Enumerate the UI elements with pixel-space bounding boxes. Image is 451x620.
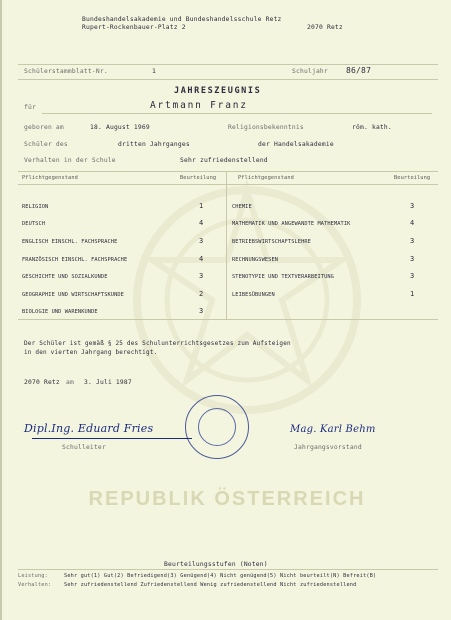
remark-line-1: Der Schüler ist gemäß § 25 des Schulunterrichtsgesetzes zum Aufsteigen — [24, 340, 291, 347]
grade-chemie: 3 — [410, 202, 415, 210]
grade-religion: 1 — [199, 202, 204, 210]
religion-value: röm. kath. — [352, 124, 392, 131]
verhalten-scale-values: Sehr zufriedenstellend Zufriedenstellend Wenig zufriedenstellend Nicht zufriedenstellend — [64, 582, 357, 588]
grade-deutsch: 4 — [199, 219, 204, 227]
school-name: Bundeshandelsakademie und Bundeshandelsschule Retz — [82, 16, 282, 23]
document-title: JAHRESZEUGNIS — [174, 86, 262, 96]
am-label: am — [66, 379, 74, 386]
remark-line-2: in den vierten Jahrgang berechtigt. — [24, 349, 158, 356]
stammblatt-label: Schülerstammblatt-Nr. — [24, 68, 108, 75]
place: 2070 Retz — [24, 379, 60, 386]
subject-bwl: BETRIEBSWIRTSCHAFTSLEHRE — [232, 239, 311, 245]
subject-englisch: ENGLISCH EINSCHL. FACHSPRACHE — [22, 239, 118, 245]
principal-signature-line — [32, 438, 192, 439]
grade-rechnungswesen: 3 — [410, 255, 415, 263]
subject-geographie: GEOGRAPHIE UND WIRTSCHAFTSKUNDE — [22, 292, 124, 298]
header-rule-2 — [18, 79, 438, 80]
principal-signature: Dipl.Ing. Eduard Fries — [24, 422, 154, 435]
born-value: 18. August 1969 — [90, 124, 150, 131]
verhalten-label: Verhalten in der Schule — [24, 157, 116, 164]
subject-stenotypie: STENOTYPIE UND TEXTVERARBEITUNG — [232, 274, 334, 280]
col-subject-left: Pflichtgegenstand — [22, 175, 78, 181]
leistung-label: Leistung: — [18, 573, 48, 579]
stamp-eagle-center — [198, 408, 236, 446]
grade-englisch: 3 — [199, 237, 204, 245]
eagle-emblem-watermark — [122, 150, 372, 450]
scale-rule — [18, 569, 438, 570]
school-city: 2070 Retz — [307, 24, 343, 31]
verhalten-scale-label: Verhalten: — [18, 582, 52, 588]
fuer-label: für — [24, 104, 36, 111]
subject-rechnungswesen: RECHNUNGSWESEN — [232, 257, 279, 263]
class-teacher-role: Jahrgangsvorstand — [294, 444, 362, 451]
schuljahr-label: Schuljahr — [292, 68, 328, 75]
grade-bwl: 3 — [410, 237, 415, 245]
scale-title: Beurteilungsstufen (Noten) — [164, 561, 268, 568]
grade-geographie: 2 — [199, 290, 204, 298]
born-label: geboren am — [24, 124, 64, 131]
subject-leibesuebungen: LEIBESÜBUNGEN — [232, 292, 275, 298]
col-grade-right: Beurteilung — [394, 175, 431, 181]
grade-biologie: 3 — [199, 307, 204, 315]
header-rule — [18, 64, 438, 65]
date: 3. Juli 1987 — [84, 379, 132, 386]
grade-mathematik: 4 — [410, 219, 415, 227]
jahrgang-value: dritten Jahrganges — [118, 141, 190, 148]
subject-geschichte: GESCHICHTE UND SOZIALKUNDE — [22, 274, 108, 280]
subject-chemie: CHEMIE — [232, 204, 252, 210]
schueler-label: Schüler des — [24, 141, 68, 148]
subject-franzoesisch: FRANZÖSISCH EINSCHL. FACHSPRACHE — [22, 257, 128, 263]
subject-biologie: BIOLOGIE UND WARENKUNDE — [22, 309, 98, 315]
leistung-values: Sehr gut(1) Gut(2) Befriedigend(3) Genügend(4) Nicht genügend(5) Nicht beurteilt(N) Befreit(B) — [64, 573, 377, 579]
table-header-rule — [18, 184, 438, 185]
grade-stenotypie: 3 — [410, 272, 415, 280]
table-bottom-rule — [18, 319, 438, 320]
table-top-rule — [18, 171, 438, 172]
col-subject-right: Pflichtgegenstand — [238, 175, 294, 181]
subject-deutsch: DEUTSCH — [22, 221, 46, 227]
schule-value: der Handelsakademie — [258, 141, 334, 148]
grade-leibesuebungen: 1 — [410, 290, 415, 298]
class-teacher-signature: Mag. Karl Behm — [290, 424, 376, 435]
name-line — [42, 113, 432, 114]
official-stamp — [185, 395, 249, 459]
principal-role: Schulleiter — [62, 444, 106, 451]
religion-label: Religionsbekenntnis — [228, 124, 304, 131]
schuljahr-value: 86/87 — [346, 66, 372, 75]
republic-band: REPUBLIK ÖSTERREICH — [88, 488, 366, 510]
student-name: Artmann Franz — [150, 100, 248, 111]
grade-franzoesisch: 4 — [199, 255, 204, 263]
stammblatt-value: 1 — [152, 68, 156, 75]
verhalten-value: Sehr zufriedenstellend — [180, 157, 268, 164]
subject-mathematik: MATHEMATIK UND ANGEWANDTE MATHEMATIK — [232, 221, 351, 227]
table-center-divider — [226, 171, 227, 319]
school-address: Rupert-Rockenbauer-Platz 2 — [82, 24, 186, 31]
col-grade-left: Beurteilung — [180, 175, 217, 181]
grade-geschichte: 3 — [199, 272, 204, 280]
subject-religion: RELIGION — [22, 204, 49, 210]
